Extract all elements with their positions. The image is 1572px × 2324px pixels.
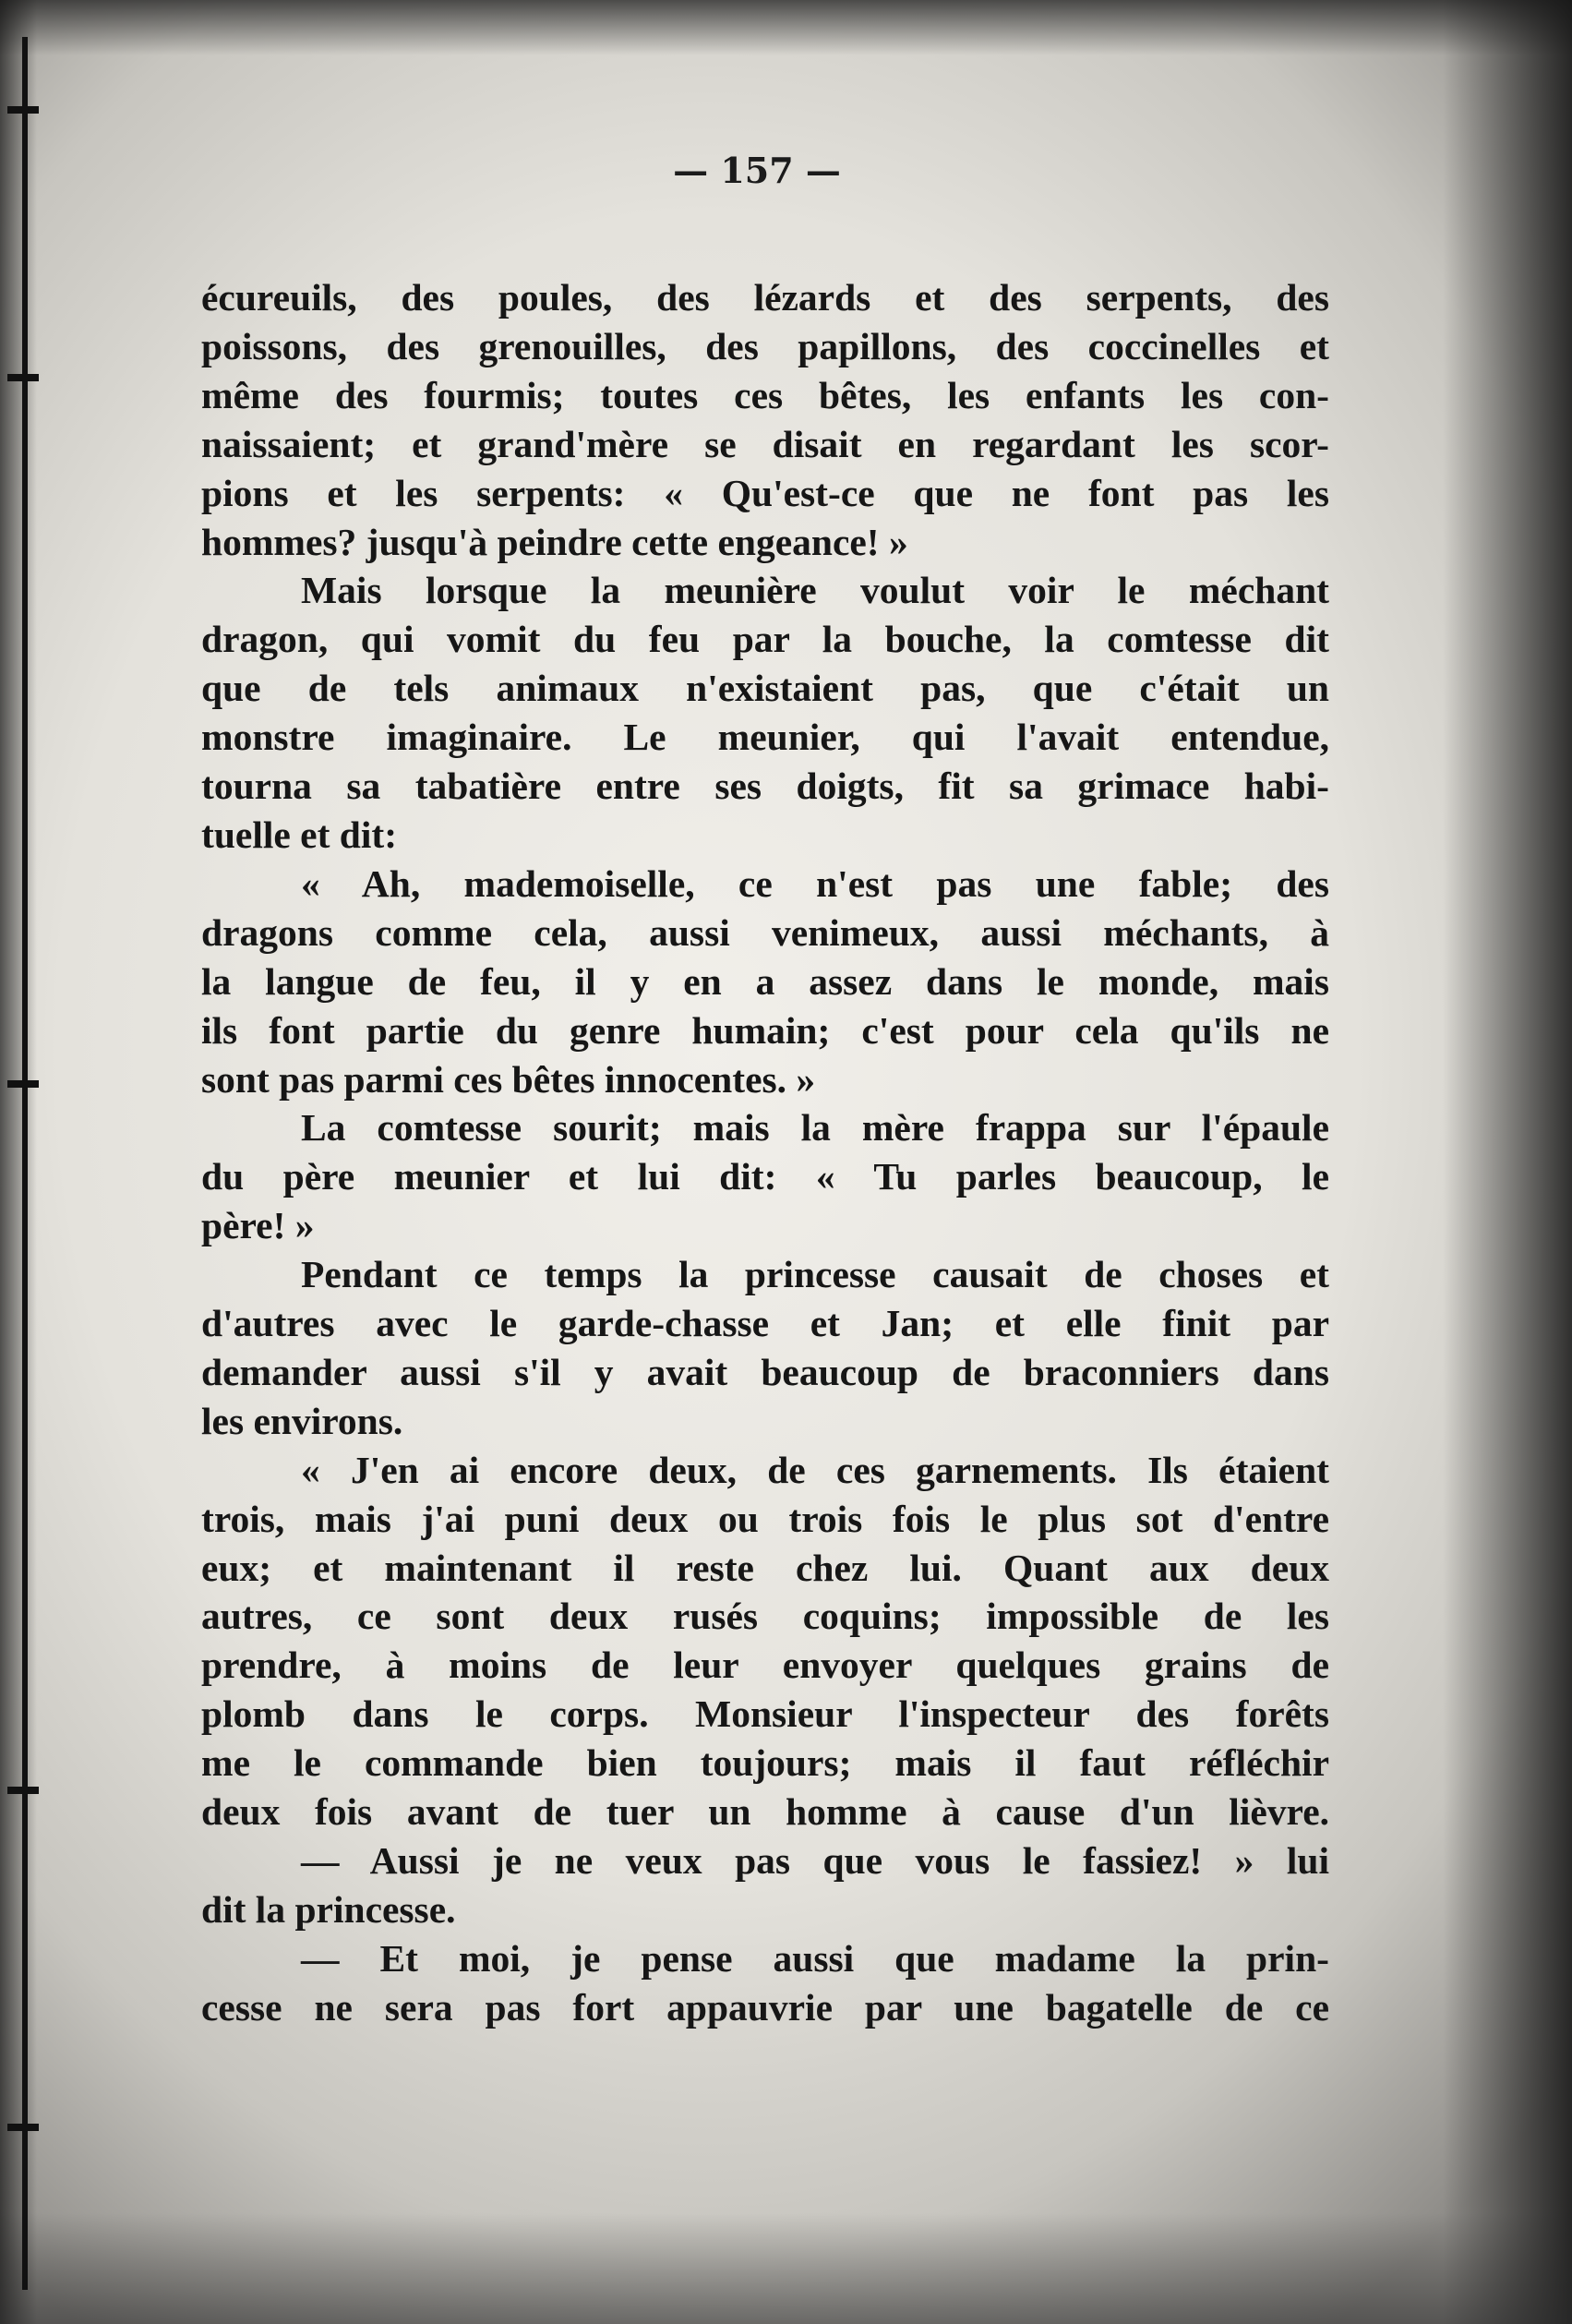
- text-line: même des fourmis; toutes ces bêtes, les enfants les con-: [201, 373, 1329, 416]
- text-line: naissaient; et grand'mère se disait en regardant les scor-: [201, 422, 1329, 465]
- text-line: écureuils, des poules, des lézards et des serpents, des: [201, 276, 1329, 319]
- text-line: plomb dans le corps. Monsieur l'inspecteur des forêts: [201, 1692, 1329, 1736]
- text-line: — Aussi je ne veux pas que vous le fassiez! » lui: [301, 1839, 1329, 1882]
- binding-mark: [7, 2124, 39, 2131]
- text-line: trois, mais j'ai puni deux ou trois fois le plus sot d'entre: [201, 1497, 1329, 1540]
- text-line: monstre imaginaire. Le meunier, qui l'avait entendue,: [201, 716, 1329, 759]
- text-line: dragons comme cela, aussi venimeux, aussi méchants, à: [201, 910, 1329, 954]
- text-line: demander aussi s'il y avait beaucoup de braconniers dans: [201, 1350, 1329, 1393]
- text-line: autres, ce sont deux rusés coquins; impossible de les: [201, 1595, 1329, 1638]
- body-text: [201, 273, 1329, 2032]
- text-line: prendre, à moins de leur envoyer quelques grains de: [201, 1644, 1329, 1687]
- binding-mark: [7, 374, 39, 381]
- text-line: la langue de feu, il y en a assez dans le monde, mais: [201, 959, 1329, 1003]
- text-line: me le commande bien toujours; mais il faut réfléchir: [201, 1741, 1329, 1785]
- text-line: ils font partie du genre humain; c'est pour cela qu'ils ne: [201, 1008, 1329, 1052]
- text-line: hommes? jusqu'à peindre cette engeance! »: [201, 520, 908, 563]
- text-line: Pendant ce temps la princesse causait de choses et: [301, 1253, 1329, 1296]
- text-line: tourna sa tabatière entre ses doigts, fit sa grimace habi-: [201, 765, 1329, 808]
- text-line: « Ah, mademoiselle, ce n'est pas une fable; des: [301, 861, 1329, 905]
- scan-shadow-top: [0, 0, 1572, 55]
- text-line: père! »: [201, 1204, 315, 1247]
- scan-shadow-right: [1443, 0, 1572, 2324]
- binding-mark: [7, 1080, 39, 1088]
- text-line: La comtesse sourit; mais la mère frappa sur l'épaule: [301, 1106, 1329, 1150]
- text-line: les environs.: [201, 1399, 403, 1442]
- text-line: tuelle et dit:: [201, 813, 398, 856]
- text-line: que de tels animaux n'existaient pas, que c'était un: [201, 667, 1329, 710]
- text-line: dit la princesse.: [201, 1887, 456, 1931]
- scan-shadow-bottom: [0, 2213, 1572, 2324]
- text-line: sont pas parmi ces bêtes innocentes. »: [201, 1057, 816, 1101]
- text-line: — Et moi, je pense aussi que madame la prin-: [301, 1936, 1329, 1980]
- text-line: « J'en ai encore deux, de ces garnements. Ils étaient: [301, 1448, 1329, 1491]
- text-line: du père meunier et lui dit: « Tu parles beaucoup, le: [201, 1155, 1329, 1198]
- text-line: eux; et maintenant il reste chez lui. Quant aux deux: [201, 1546, 1329, 1589]
- text-line: poissons, des grenouilles, des papillons, des coccinelles et: [201, 324, 1329, 367]
- text-line: d'autres avec le garde-chasse et Jan; et elle finit par: [201, 1302, 1329, 1345]
- text-line: Mais lorsque la meunière voulut voir le méchant: [301, 569, 1329, 612]
- binding-mark: [7, 106, 39, 114]
- text-line: cesse ne sera pas fort appauvrie par une bagatelle de ce: [201, 1985, 1329, 2029]
- text-line: deux fois avant de tuer un homme à cause d'un lièvre.: [201, 1790, 1329, 1834]
- text-line: pions et les serpents: « Qu'est-ce que ne font pas les: [201, 471, 1329, 514]
- binding-mark: [7, 1787, 39, 1794]
- scan-shadow-left: [0, 0, 37, 2324]
- page-number: — 157 —: [673, 150, 841, 191]
- text-line: dragon, qui vomit du feu par la bouche, la comtesse dit: [201, 618, 1329, 661]
